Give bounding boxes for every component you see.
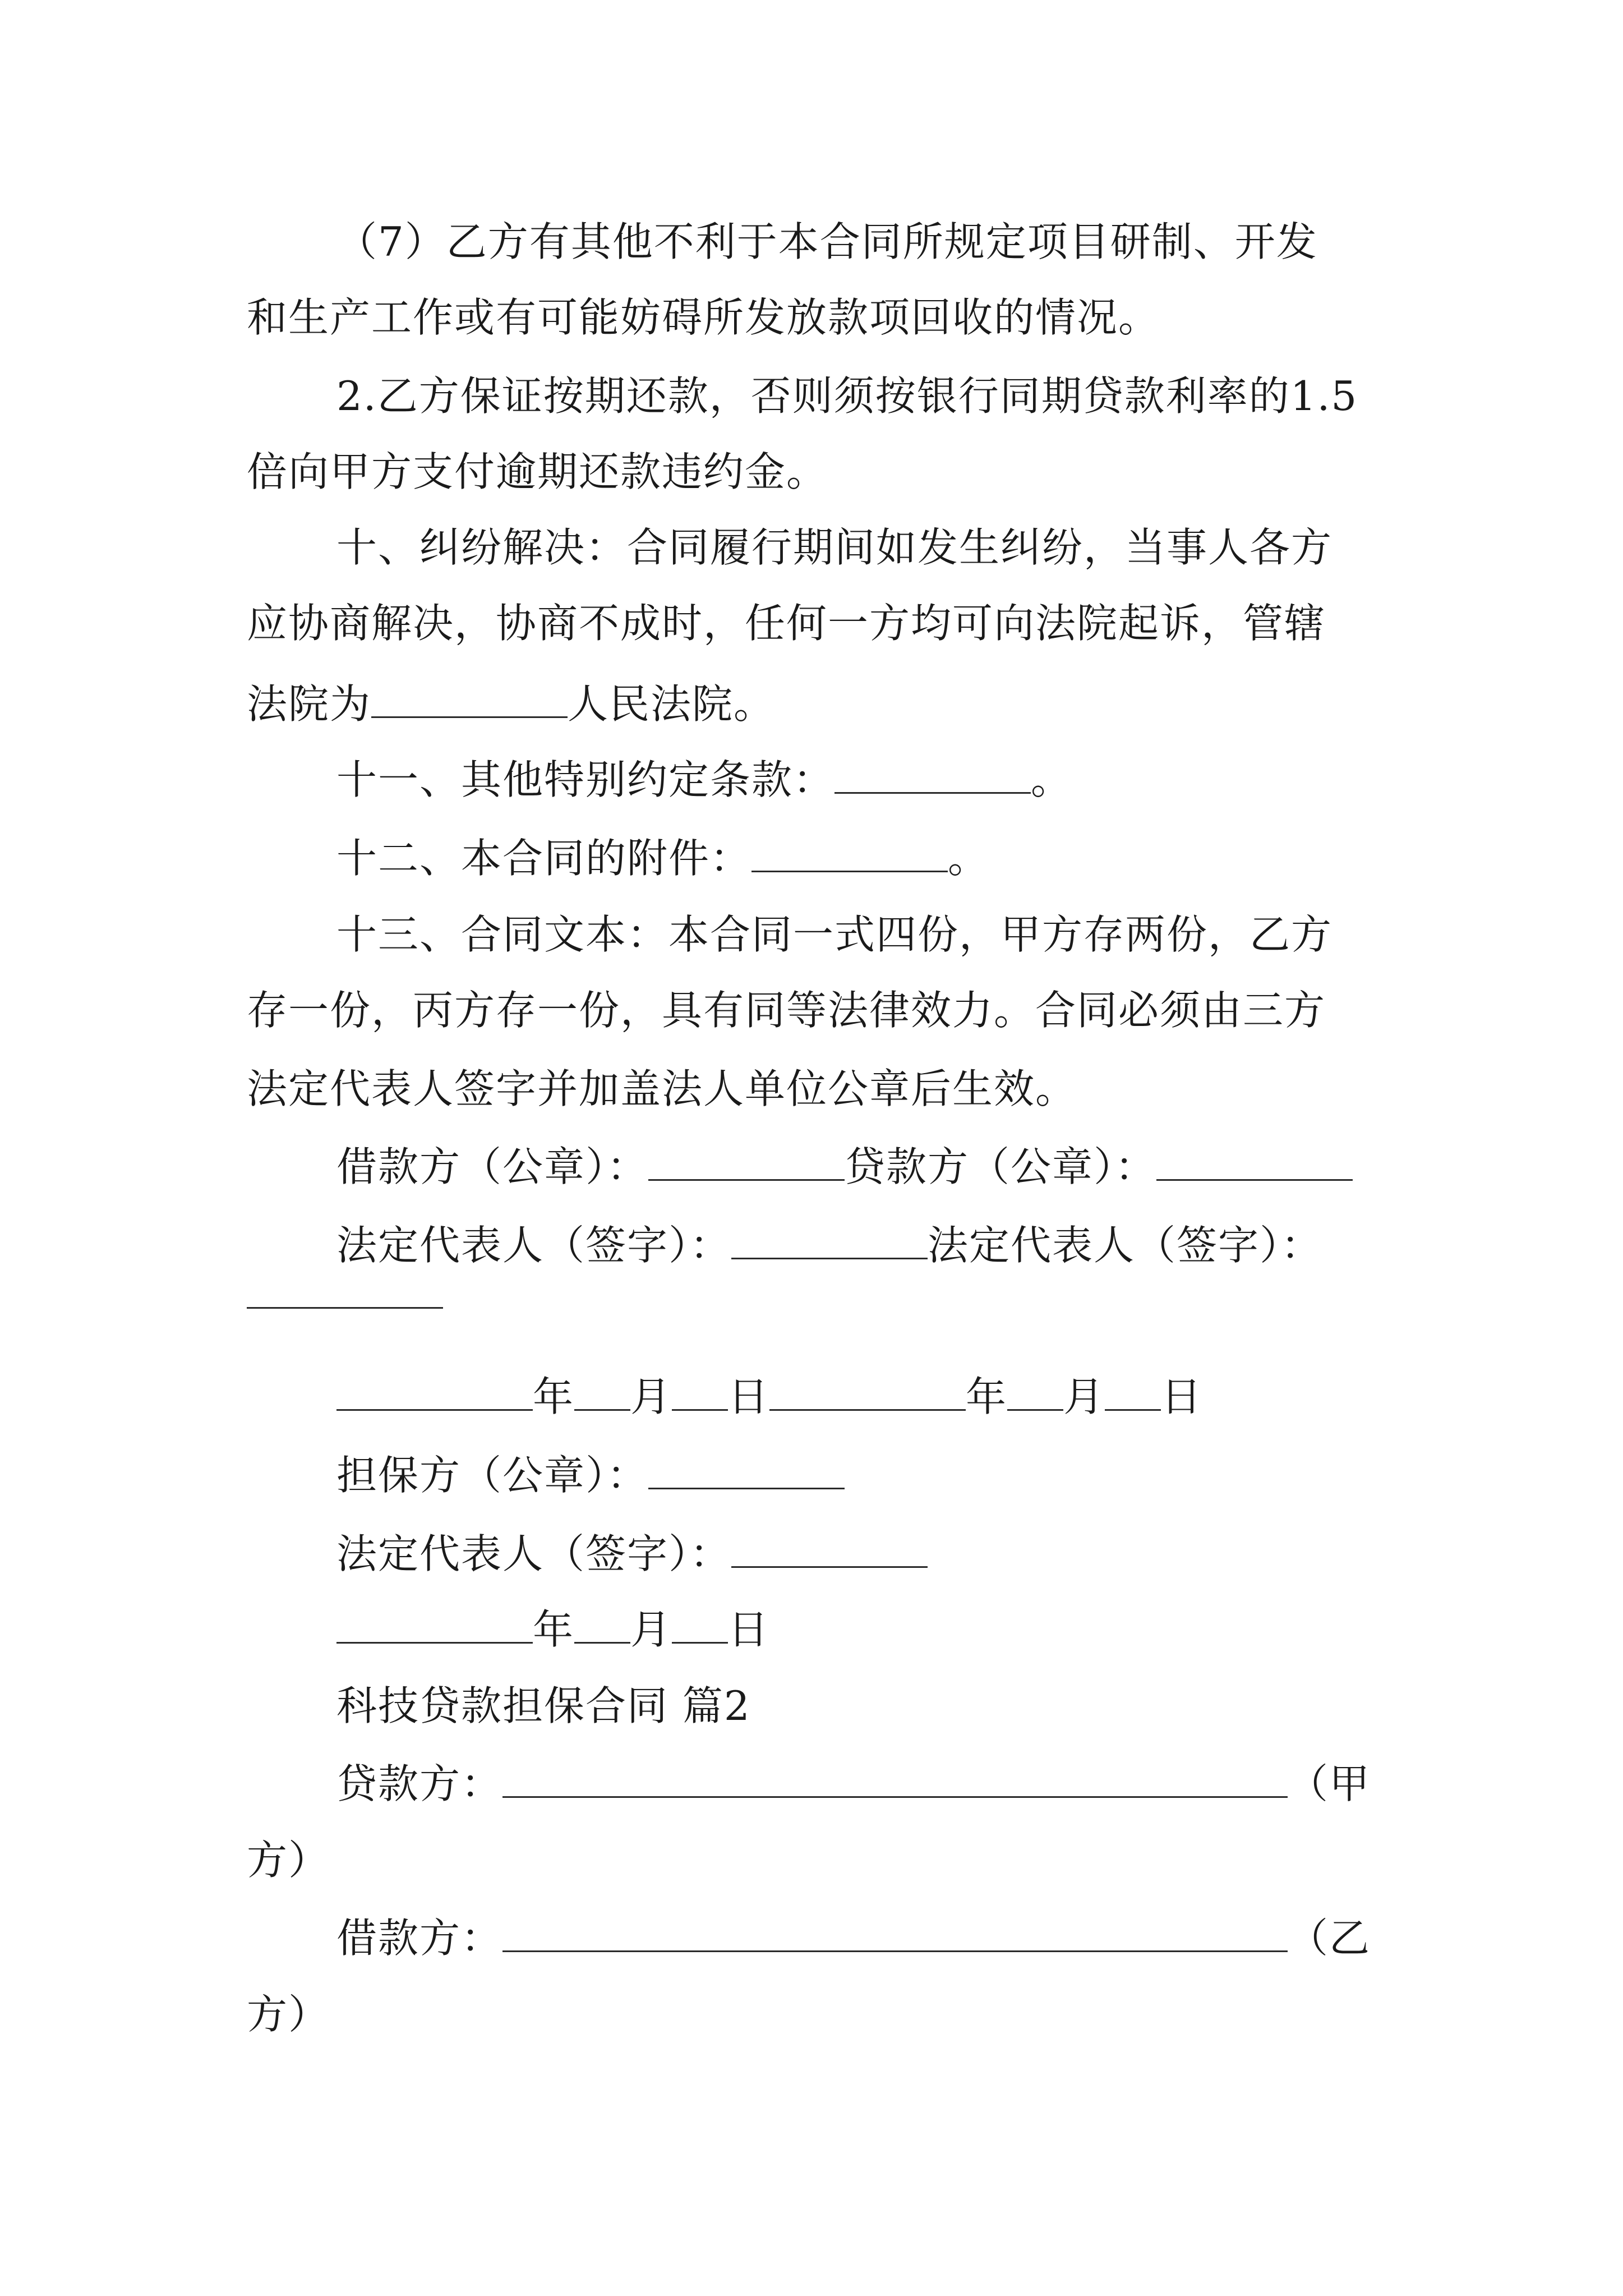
party-line: 方） [247, 1991, 330, 2038]
attachments-blank[interactable] [751, 836, 948, 872]
day-blank[interactable] [1105, 1374, 1161, 1411]
guarantor-rep-blank[interactable] [731, 1531, 928, 1568]
lender-seal-blank[interactable] [1156, 1144, 1353, 1181]
year-blank[interactable] [336, 1374, 533, 1411]
guarantor-seal-blank[interactable] [648, 1453, 845, 1489]
month-blank[interactable] [1007, 1374, 1063, 1411]
day-blank[interactable] [672, 1607, 728, 1644]
signature-line: 担保方（公章）： [336, 1453, 845, 1496]
paragraph-line: 存一份，丙方存一份，具有同等法律效力。合同必须由三方 [247, 987, 1326, 1034]
month-blank[interactable] [574, 1607, 630, 1644]
year-blank[interactable] [769, 1374, 966, 1411]
month-blank[interactable] [574, 1374, 630, 1411]
borrower-name-blank[interactable] [502, 1916, 1288, 1952]
paragraph-line: 十、纠纷解决：合同履行期间如发生纠纷，当事人各方 [336, 524, 1333, 571]
paragraph-line: 倍向甲方支付逾期还款违约金。 [247, 448, 828, 495]
section-heading: 科技贷款担保合同 篇2 [336, 1682, 751, 1729]
paragraph-line: 2.乙方保证按期还款，否则须按银行同期贷款利率的1.5 [336, 372, 1358, 420]
lender-rep-blank[interactable] [247, 1307, 443, 1309]
paragraph-line: 十一、其他特别约定条款： 。 [336, 756, 1073, 803]
date-line: 年 月 日 年 月 日 [336, 1374, 1202, 1417]
party-line: 借款方： （乙 [336, 1915, 1371, 1962]
lender-name-blank[interactable] [502, 1761, 1288, 1798]
paragraph-line: 法院为 人民法院。 [247, 680, 776, 728]
party-line: 方） [247, 1837, 330, 1884]
borrower-seal-blank[interactable] [648, 1144, 845, 1181]
borrower-rep-blank[interactable] [731, 1223, 928, 1259]
paragraph-line: 十二、本合同的附件： 。 [336, 835, 990, 882]
signature-line: 借款方（公章）： 贷款方（公章）： [336, 1144, 1353, 1187]
date-line: 年 月 日 [336, 1607, 769, 1650]
day-blank[interactable] [672, 1374, 728, 1411]
paragraph-line: 法定代表人签字并加盖法人单位公章后生效。 [247, 1065, 1077, 1112]
paragraph-line: 十三、合同文本：本合同一式四份，甲方存两份，乙方 [336, 911, 1333, 958]
signature-line: 法定代表人（签字）： 法定代表人（签字）： [336, 1222, 1323, 1269]
signature-line: 法定代表人（签字）： [336, 1531, 928, 1574]
year-blank[interactable] [336, 1607, 533, 1644]
paragraph-line: 应协商解决，协商不成时，任何一方均可向法院起诉，管辖 [247, 600, 1326, 647]
party-line: 贷款方： （甲 [336, 1760, 1371, 1807]
court-blank[interactable] [371, 682, 568, 718]
special-terms-blank[interactable] [834, 757, 1031, 794]
paragraph-line: 和生产工作或有可能妨碍所发放款项回收的情况。 [247, 294, 1160, 341]
paragraph-line: （7）乙方有其他不利于本合同所规定项目研制、开发 [336, 218, 1318, 265]
